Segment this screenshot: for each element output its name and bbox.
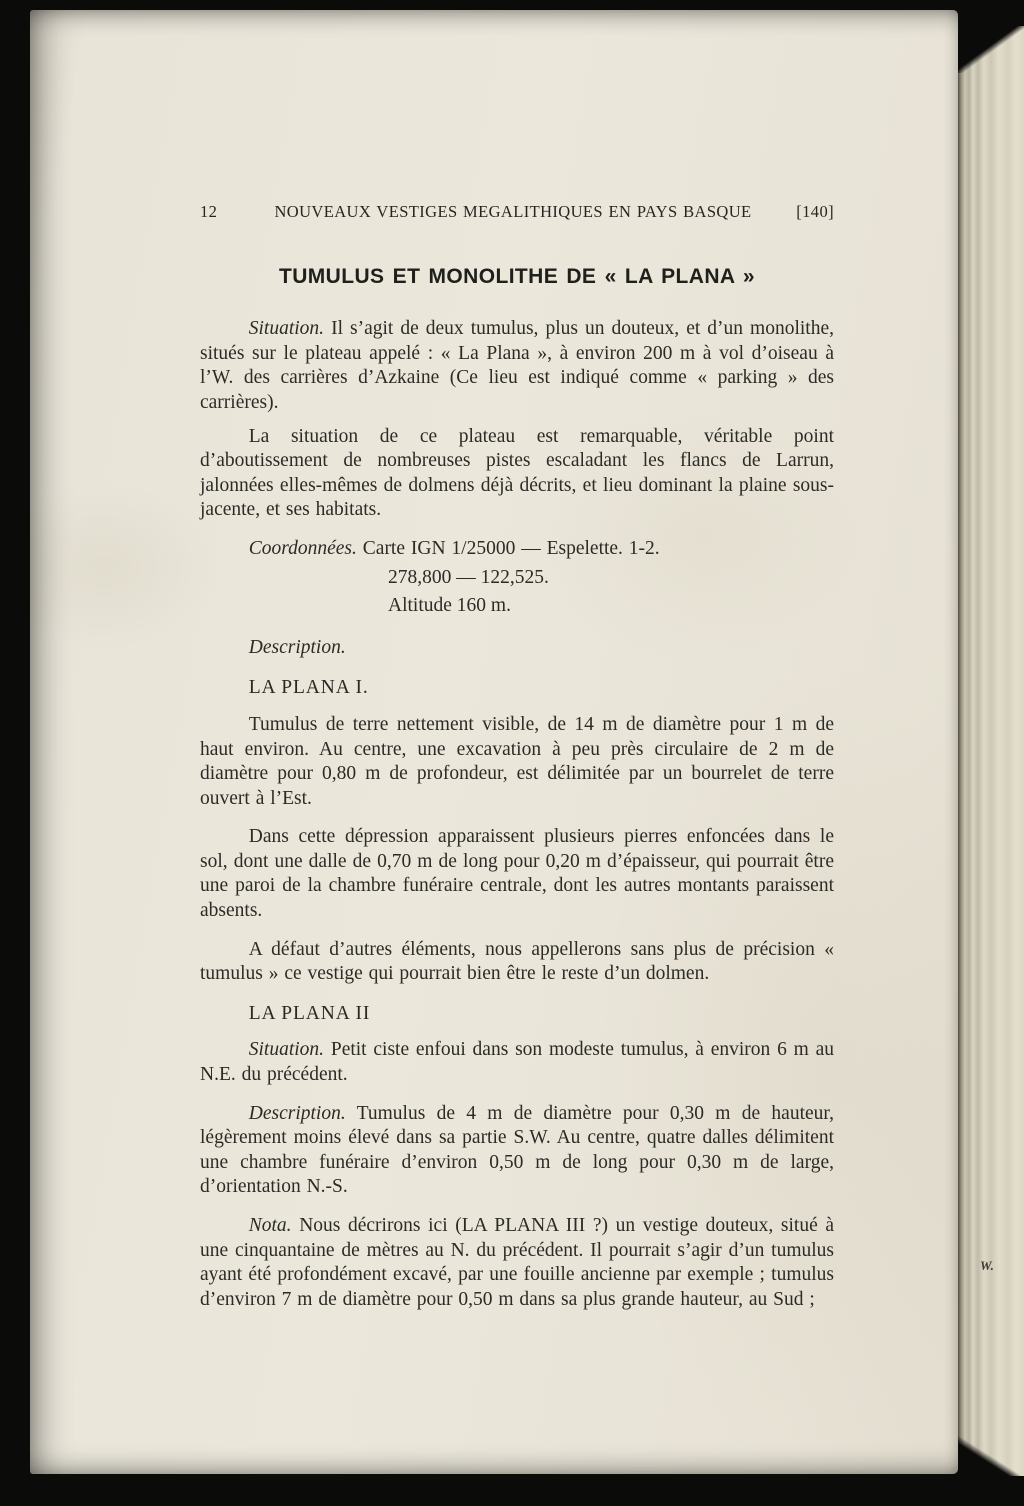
book-page bbox=[30, 10, 958, 1474]
bracket-folio: [140] bbox=[796, 202, 834, 221]
lead-description: Description. bbox=[248, 636, 346, 658]
paragraph-plana1-1: Tumulus de terre nettement visible, de 14 m de diamètre pour 1 m de haut environ. Au centre, une excavation à peu près circulaire de 2 m de diamètre pour 0,80 m de profondeur, est délimitée par un bourrelet de terre ouvert à l’Est. bbox=[200, 713, 834, 809]
paragraph-plana1-2: Dans cette dépression apparaissent plusieurs pierres enfoncées dans le sol, dont une dalle de 0,70 m de long pour 0,20 m d’épaisseur, qui pourrait être une paroi de la chambre funéraire centrale, dont les autres montants paraissent absents. bbox=[200, 826, 834, 922]
subheading-plana-2: LA PLANA II bbox=[248, 1002, 371, 1024]
adjacent-page-edges bbox=[958, 26, 1024, 1476]
text-block bbox=[200, 200, 834, 1321]
lead-coordonnees: Coordonnées. bbox=[248, 537, 357, 559]
paragraph-text: Nous décrirons ici (LA PLANA III ?) un vestige douteux, situé à une cinquantaine de mètres au N. du précédent. Il pourrait s’agir d’un tumulus ayant été profondément excavé, par une fouille ancienne par exemple ; tumulus d’environ 7 m de diamètre pour 0,50 m dans sa plus grande hauteur, au Sud ; bbox=[200, 1215, 835, 1310]
description-label bbox=[200, 636, 834, 661]
coordinates-line2: 278,800 — 122,525. bbox=[388, 566, 549, 588]
running-head bbox=[200, 200, 834, 225]
paragraph-text: Tumulus de 4 m de diamètre pour 0,30 m de hauteur, légèrement moins élevé dans sa partie S.W. Au centre, quatre dalles délimitent une chambre funéraire d’environ 0,50 m de long pour 0,30 m de large, d’orientation N.-S. bbox=[200, 1102, 834, 1198]
edge-annotation: W. bbox=[980, 1258, 994, 1273]
paragraph-plana2-situation bbox=[200, 1038, 834, 1087]
paragraph-plana1-3: A défaut d’autres éléments, nous appellerons sans plus de précision « tumulus » ce vestige qui pourrait bien être le reste d’un dolmen. bbox=[200, 938, 834, 985]
coordinates-line3: Altitude 160 m. bbox=[388, 595, 511, 617]
paragraph-plana2-nota bbox=[200, 1214, 834, 1312]
page-number: 12 bbox=[200, 202, 218, 221]
paragraph-plateau bbox=[200, 425, 834, 523]
subheading-plana-1: LA PLANA I. bbox=[248, 677, 369, 699]
lead-situation: Situation. bbox=[248, 318, 325, 340]
paragraph-text: La situation de ce plateau est remarquable, véritable point d’aboutissement de nombreuses pistes escaladant les flancs de Larrun, jalonnées elles-mêmes de dolmens déjà décrits, et lieu dominant la plaine sous-jacente, et ses habitats. bbox=[200, 425, 834, 521]
lead-nota: Nota. bbox=[248, 1215, 292, 1236]
paragraph-text: Petit ciste enfoui dans son modeste tumulus, à environ 6 m au N.E. du précédent. bbox=[200, 1039, 834, 1086]
running-title: NOUVEAUX VESTIGES MEGALITHIQUES EN PAYS BASQUE bbox=[274, 202, 752, 221]
paragraph-situation bbox=[200, 317, 834, 415]
paragraph-text: Il s’agit de deux tumulus, plus un douteux, et d’un monolithe, situés sur le plateau appelé : « La Plana », à environ 200 m à vol d’oiseau à l’W. des carrières d’Azkaine (Ce lieu est indiqué comme « parking » des carrières). bbox=[200, 318, 835, 413]
coordinates-line1: Carte IGN 1/25000 — Espelette. 1-2. bbox=[362, 537, 660, 559]
paragraph-plana2-description bbox=[200, 1102, 834, 1200]
lead-description-2: Description. bbox=[248, 1102, 346, 1124]
paragraph-coordinates bbox=[200, 537, 834, 562]
lead-situation-2: Situation. bbox=[248, 1039, 325, 1061]
section-title: TUMULUS ET MONOLITHE DE « LA PLANA » bbox=[278, 264, 755, 288]
